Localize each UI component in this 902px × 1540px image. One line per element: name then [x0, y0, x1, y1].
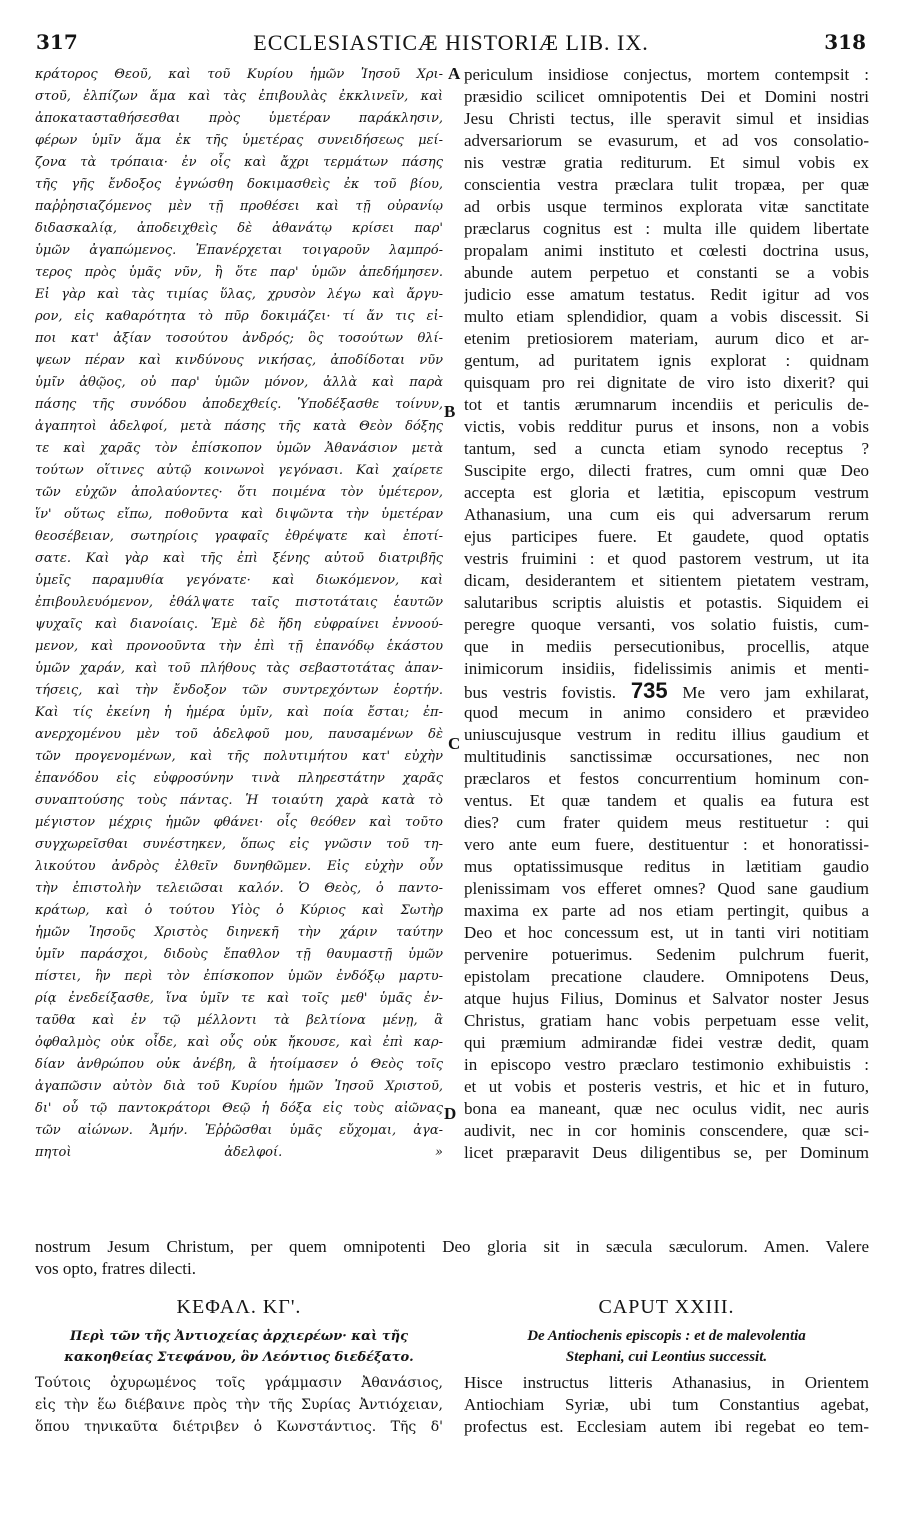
latin-text-line: accepta est gloria et lætitia, episcopum vestrum — [464, 483, 869, 502]
greek-text-line: Καὶ τίς ἐκείνη ἡ ἡμέρα ὑμῖν, καὶ ποία ἔσται; ἐπ- — [35, 705, 443, 720]
latin-body-line: Antiochiam Syriæ, ubi tum Constantius agebat, — [464, 1395, 869, 1414]
latin-text-line: tot et tantis ærumnarum incendiis et periculis de- — [464, 395, 869, 414]
latin-text-line: gentum, ad puritatem ignis explorat : quidnam — [464, 351, 869, 370]
latin-text-line: ejus participes fuere. Et gaudete, quod optatis — [464, 527, 869, 546]
margin-letter-b: B — [444, 402, 456, 421]
latin-subtitle-line: Stephani, cui Leontius successit. — [565, 1349, 768, 1365]
greek-text-line: ταῦθα καὶ ἐν τῷ μέλλοντι τὰ βελτίονα μένῃ, ἃ — [35, 1013, 443, 1028]
greek-text-line: μέγιστον μέχρις ἡμῶν φθάνει· οἷς θεόθεν καὶ τοῦτο — [35, 815, 443, 830]
latin-chapter-subtitle — [464, 1326, 869, 1368]
margin-letter-a: A — [448, 64, 461, 83]
latin-text-line: adversariorum se evasurum, et ad vos consolatio- — [464, 131, 869, 150]
latin-line-text: Me vero jam exhilarat, — [682, 683, 869, 702]
latin-text-line: multitudinis sanctissimæ occursationes, nec non — [464, 747, 869, 766]
latin-text-line: præsidio scilicet omnipotentis Dei et Domini nostri — [464, 87, 869, 106]
latin-text-line: præclarus cognitus est : multa ille quidem libertate — [464, 219, 869, 238]
greek-text-line: λικούτου ἀνδρὸς ἐλθεῖν δυνηθῶμεν. Εἰς εὐχὴν οὖν — [35, 859, 443, 874]
greek-text-line: ἐπιβουλευόμενον, ἐθάλψατε ταῖς πιστοτάταις ἑαυτῶν — [35, 595, 443, 610]
greek-text-line: ἵν' οὕτως εἴπω, ποθοῦντα καὶ διψῶντα τὴν ὑμετέραν — [35, 507, 443, 522]
latin-subtitle-line: De Antiochenis episcopis : et de malevolentia — [527, 1328, 806, 1344]
latin-body-line: profectus est. Ecclesiam autem ibi regebat eo tem- — [464, 1417, 869, 1436]
latin-text-line: peregre quoque versanti, vos solatio fuistis, cum- — [464, 615, 869, 634]
greek-text-line: ἀγαπῶσιν αὐτὸν διὰ τοῦ Κυρίου ἡμῶν Ἰησοῦ Χριστοῦ, — [35, 1079, 443, 1094]
full-width-line: vos opto, fratres dilecti. — [35, 1259, 196, 1278]
latin-text-line: Athanasium, una cum eis qui adversarum rerum — [464, 505, 869, 524]
greek-text-line: τῶν αἰώνων. Ἀμήν. Ἐῤῥῶσθαι ὑμᾶς εὔχομαι, ἀγα- — [35, 1123, 443, 1138]
greek-chapter-subtitle — [35, 1326, 443, 1368]
greek-text-line: πητοὶ ἀδελφοί. » — [35, 1145, 443, 1160]
greek-text-line: κράτορος Θεοῦ, καὶ τοῦ Κυρίου ἡμῶν Ἰησοῦ Χρι- — [35, 67, 443, 82]
greek-text-line: Εἰ γὰρ καὶ τὰς τιμίας ὕλας, χρυσὸν λέγω καὶ ἄργυ- — [35, 287, 443, 302]
greek-column — [35, 64, 443, 1164]
margin-letter-c: C — [448, 734, 461, 753]
greek-text-line: σατε. Καὶ γὰρ καὶ τῆς ἐπὶ ξένης αὐτοῦ διατριβῆς — [35, 551, 443, 566]
greek-text-line: συγχωρεῖσθαι συνέστηκεν, ὅπως εἰς γνῶσιν τοῦ τη- — [35, 837, 443, 852]
latin-text-line: ad orbis usque terminos explorata vitæ sanctitate — [464, 197, 869, 216]
greek-text-line: ἐπανόδου εἰς εὐφροσύνην τινὰ πληρεστάτην χαρᾶς — [35, 771, 443, 786]
greek-text-line: ἡμῶν Ἰησοῦς Χριστὸς διηνεκῆ τὴν χάριν ταύτην — [35, 925, 443, 940]
greek-subtitle-line: Περὶ τῶν τῆς Ἀντιοχείας ἀρχιερέων· καὶ τῆς — [69, 1329, 409, 1344]
greek-body-line: Τούτοις ὀχυρωμένος τοῖς γράμμασιν Ἀθανάσιος, — [35, 1375, 443, 1391]
greek-text-line: ζονα τὰ τρόπαια· ἐν οἷς καὶ ἄχρι τερμάτων πάσης — [35, 155, 443, 170]
latin-text-line: pervenire potuerimus. Sedenim pulchrum fuerit, — [464, 945, 869, 964]
greek-text-line: δίαν ἀνθρώπου οὐκ ἀνέβη, ἃ ἡτοίμασεν ὁ Θεὸς τοῖς — [35, 1057, 443, 1072]
latin-text-line: vero ante eum fuere, destituentur : et honoratissi- — [464, 835, 869, 854]
latin-text-line: Deo et hoc concessum est, ut in tanti viri notitiam — [464, 923, 869, 942]
latin-body-line: Hisce instructus litteris Athanasius, in Orientem — [464, 1373, 869, 1392]
latin-chapter-title: CAPUT XXIII. — [598, 1296, 735, 1318]
greek-text-line: ανερχομένου μὲν τοῦ ἀδελφοῦ μου, παυσαμένων δὲ — [35, 727, 443, 742]
latin-text-line: Jesu Christi tectus, ille speravit simul et insidias — [464, 109, 869, 128]
greek-text-line: ἀποκατασταθήσεσθαι πρὸς ὑμετέραν παράκλησιν, — [35, 111, 443, 126]
latin-chapter-body — [464, 1372, 869, 1438]
latin-text-line: audivit, nec in cor hominis conscendere, quæ sci- — [464, 1121, 869, 1140]
greek-text-line: κράτωρ, καὶ ὁ τούτου Υἱὸς ὁ Κύριος καὶ Σωτὴρ — [35, 903, 443, 918]
greek-text-line: ὑμῶν χαράν, καὶ τοῦ πλήθους τὰς σεβαστοτάτας ἀπαν- — [35, 661, 443, 676]
latin-text-line: Christus, gratiam hanc vobis perpetuam esse velit, — [464, 1011, 869, 1030]
latin-text-line: Suscipite ergo, dilecti fratres, cum omni quæ Deo — [464, 461, 869, 480]
greek-body-line: εἰς τὴν ἕω διέβαινε πρὸς τὴν τῆς Συρίας Ἀντιόχειαν, — [35, 1397, 443, 1413]
greek-text-line: πάσης τῆς συνόδου ἀποδεχθείς. Ὑποδέξασθε τοίνυν, — [35, 397, 443, 412]
running-title: ECCLESIASTICÆ HISTORIÆ LIB. IX. — [253, 30, 649, 55]
latin-text-line: abunde autem perpetuo et constanti se a vobis — [464, 263, 869, 282]
latin-text-line: dicam, desiderantem et sitientem pietatem vestram, — [464, 571, 869, 590]
latin-text-line: mus optatissimusque reditus in lætitiam gaudio — [464, 857, 869, 876]
latin-text-line: maxima ex parte ad nos etiam pertingit, quibus a — [464, 901, 869, 920]
latin-text-line: quisquam pro rei dignitate de viro isto dixerit? qui — [464, 373, 869, 392]
greek-text-line: τῶν προγενομένων, καὶ τῆς πολυτιμήτου κατ' εὐχὴν — [35, 749, 443, 764]
latin-line-text: bus vestris fovistis. — [464, 683, 616, 702]
greek-text-line: ποι κατ' ἀξίαν τοσούτου ἀνδρός; ὃς τοσούτων θλί- — [35, 331, 443, 346]
latin-text-line: tantum, sed a cuncta etiam synodo receptus ? — [464, 439, 869, 458]
greek-text-line: τῆς γῆς ἔνδοξος ἐγνώσθη δοκιμασθεὶς ἐκ τοῦ βίου, — [35, 177, 443, 192]
latin-text-line: multo etiam splendidior, quam a vobis discessit. Si — [464, 307, 869, 326]
latin-text-line: quod mecum in animo considero et prævideo — [464, 703, 869, 722]
latin-text-line: uniuscujusque vestrum in reditu illius gaudium et — [464, 725, 869, 744]
latin-text-line: nis vestræ gratia rediturum. Et simul vobis ex — [464, 153, 869, 172]
latin-text-line: plenissimam vos efferet omnes? Quod sane gaudium — [464, 879, 869, 898]
left-page-number: 317 — [36, 30, 78, 54]
latin-text-line: præclaros et festos concurrentium hominum con- — [464, 769, 869, 788]
latin-text-line: in episcopo vestro præclaro testimonio exhibuistis : — [464, 1055, 869, 1074]
greek-text-line: τήσεις, καὶ τὴν ἔνδοξον τῶν συντρεχόντων ἑορτήν. — [35, 683, 443, 698]
latin-text-line: que in mediis persecutionibus, procellis, atque — [464, 637, 869, 656]
greek-text-line: στοῦ, ἐλπίζων ἅμα καὶ τὰς ἐπιβουλὰς ἐκκλινεῖν, καὶ — [35, 89, 443, 104]
greek-text-line: ρίᾳ ἐνεδείξασθε, ἵνα ὑμῖν τε καὶ τοῖς μεθ' ὑμᾶς ἐν- — [35, 991, 443, 1006]
greek-text-line: ὑμῶν ἀγαπώμενος. Ἐπανέρχεται τοιγαροῦν λαμπρό- — [35, 243, 443, 258]
latin-text-line: judicio esse amatum testatus. Redit igitur ad vos — [464, 285, 869, 304]
latin-text-line: conscientia vestra præclara tulit tropæa, per quæ — [464, 175, 869, 194]
latin-text-line: bona ea maneant, quæ nec oculus vidit, nec auris — [464, 1099, 869, 1118]
greek-text-line: ρον, εἰς καθαρότητα τὸ πῦρ δοκιμάζει· τί ἄν τις εἰ- — [35, 309, 443, 324]
greek-text-line: συναπτούσης τοὺς πάντας. Ἡ τοιαύτη χαρὰ κατὰ τὸ — [35, 793, 443, 808]
greek-text-line: παῤῥησιαζόμενος μὲν τῇ προθέσει καὶ τῇ οὐρανίῳ — [35, 199, 443, 214]
greek-text-line: διδασκαλίᾳ, ἀποδειχθεὶς δὲ ἀθανάτῳ κρίσει παρ' — [35, 221, 443, 236]
right-page-number: 318 — [824, 30, 866, 54]
full-width-text — [35, 1236, 869, 1280]
greek-text-line: τε καὶ χαρᾶς τὸν ἐπίσκοπον ὑμῶν Ἀθανάσιον μετὰ — [35, 441, 443, 456]
greek-text-line: τὴν ἐπιστολὴν τελειῶσαι καλόν. Ὁ Θεὸς, ὁ παντο- — [35, 881, 443, 896]
latin-text-line: atque hujus Filius, Dominus et Salvator noster Jesus — [464, 989, 869, 1008]
greek-text-line: φέρων ὑμῖν ἅμα ἐκ τῆς ὑμετέρας συνειδήσεως μεί- — [35, 133, 443, 148]
greek-text-line: ψυχαῖς καὶ διανοίαις. Ἐμὲ δὲ ἤδη εὐφραίνει ἐννοού- — [35, 617, 443, 632]
greek-text-line: ὑμῖν ἀθῷος, οὐ παρ' ὑμῶν μόνον, ἀλλὰ καὶ παρὰ — [35, 375, 443, 390]
latin-text-line: etenim pretiosiorem materiam, aurum dico et ar- — [464, 329, 869, 348]
latin-column — [464, 64, 869, 1164]
greek-text-line: τούτων οἵτινες αὐτῷ κοινωνοὶ γεγόνασι. Καὶ χαίρετε — [35, 463, 443, 478]
greek-subtitle-line: κακοηθείας Στεφάνου, ὃν Λεόντιος διεδέξατο. — [64, 1350, 414, 1365]
greek-text-line: θεοσέβειαν, σωτηρίοις γραφαῖς ἐθρέψατε καὶ ἐποτί- — [35, 529, 443, 544]
greek-chapter-title: ΚΕΦΑΛ. ΚΓ'. — [176, 1296, 302, 1318]
latin-text-line: victis, vobis redditur purus et insons, non a vobis — [464, 417, 869, 436]
latin-text-line: inimicorum insidiis, fidelissimis animis et menti- — [464, 659, 869, 678]
greek-text-line: μενον, καὶ προνοοῦντα τὴν ἐπὶ τῇ ἐπανόδῳ ἑκάστου — [35, 639, 443, 654]
latin-text-line: et ut vobis et posteris vestris, et hic et in futuro, — [464, 1077, 869, 1096]
greek-text-line: δι' οὗ τῷ παντοκράτορι Θεῷ ἡ δόξα εἰς τοὺς αἰῶνας — [35, 1101, 443, 1116]
latin-text-line: epistolam precatione claudere. Omnipotens Deus, — [464, 967, 869, 986]
greek-text-line: ὑμῖν παράσχοι, διδοὺς ἔπαθλον τῇ θαυμαστῇ ὑμῶν — [35, 947, 443, 962]
latin-text-line: periculum insidiose conjectus, mortem contempsit : — [464, 65, 869, 84]
greek-text-line: ὑμεῖς παραμυθία γεγόνατε· καὶ διωκόμενον, καὶ — [35, 573, 443, 588]
greek-body-line: ὅπου τηνικαῦτα διέτριβεν ὁ Κωνστάντιος. Τῆς δ' — [35, 1419, 443, 1435]
running-header — [36, 30, 866, 60]
greek-text-line: ἀγαπητοὶ ἀδελφοί, μετὰ πάσης τῆς κατὰ Θεὸν δόξης — [35, 419, 443, 434]
greek-chapter-body — [35, 1372, 443, 1438]
latin-text-line: dies? cum frater quidem meus restituetur : qui — [464, 813, 869, 832]
column-number: 735 — [630, 680, 668, 702]
greek-text-line: ὀφθαλμὸς οὐκ οἶδε, καὶ οὖς οὐκ ἤκουσε, καὶ ἐπὶ καρ- — [35, 1035, 443, 1050]
latin-text-line: qui præmium admirandæ fidei vestræ dedit, quam — [464, 1033, 869, 1052]
greek-text-line: τῶν εὐχῶν ἀπολαύοντες· ὅτι ποιμένα τὸν ὑμέτερον, — [35, 485, 443, 500]
greek-text-line: πίστει, ἣν περὶ τὸν ἐπίσκοπον ὑμῶν ἐνδόξῳ μαρτυ- — [35, 969, 443, 984]
latin-text-line: vestris fruimini : et quod pastorem vestrum, ut ita — [464, 549, 869, 568]
latin-text-line: ventus. Et quæ tandem et qualis ea futura est — [464, 791, 869, 810]
margin-letter-d: D — [444, 1104, 457, 1123]
latin-text-line — [464, 680, 869, 702]
latin-text-line: licet præparavit Deus diligentibus se, per Dominum — [464, 1143, 869, 1162]
greek-text-line: τερος πρὸς ὑμᾶς νῦν, ἢ ὅτε παρ' ὑμῶν ἀπεδήμησεν. — [35, 265, 443, 280]
full-width-line: nostrum Jesum Christum, per quem omnipotenti Deo gloria sit in sæcula sæculorum. Amen. Valere — [35, 1237, 869, 1256]
latin-text-line: salutaribus scriptis aluistis et potastis. Siquidem ei — [464, 593, 869, 612]
latin-text-line: propalam animi instituto et cœlesti doctrina usus, — [464, 241, 869, 260]
greek-text-line: ψεων πέραν καὶ κινδύνους νικήσας, ἀποδίδοται νῦν — [35, 353, 443, 368]
